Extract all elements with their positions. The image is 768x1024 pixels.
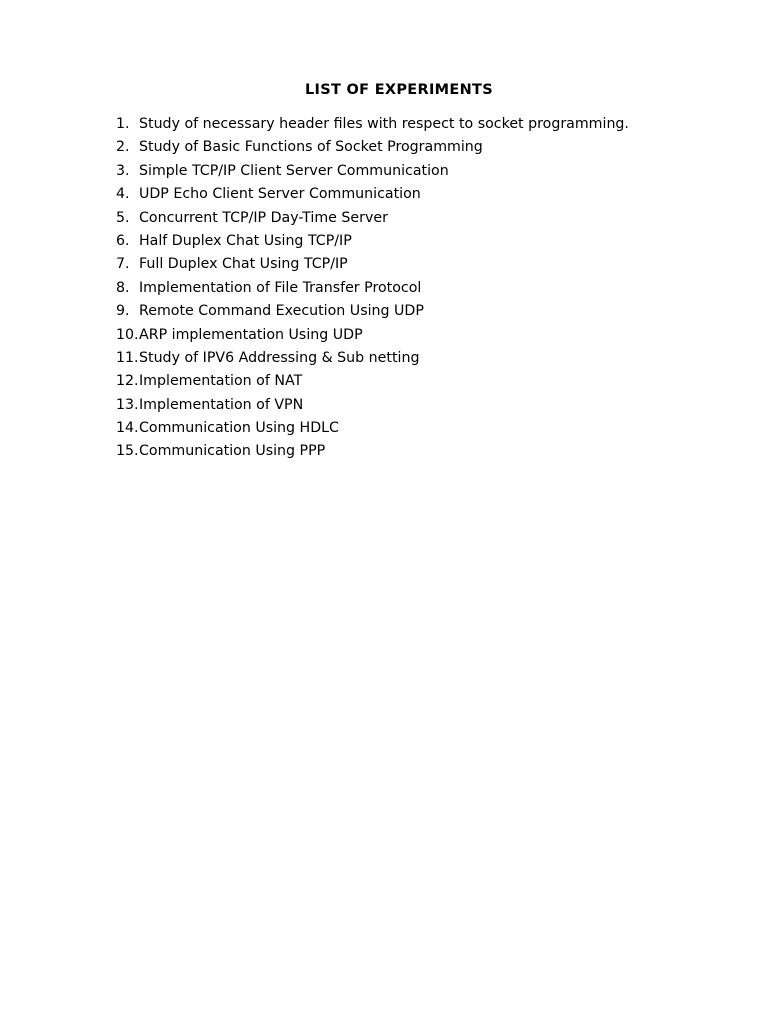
list-item-number: 5. [116,209,130,226]
list-item-number: 2. [116,139,130,156]
list-item-number: 11. [116,349,139,366]
list-item-number: 10. [116,326,139,343]
list-item-text: Half Duplex Chat Using TCP/IP [139,232,352,249]
list-item-number: 9. [116,303,130,320]
list-item-number: 3. [116,162,130,179]
list-item-text: Implementation of VPN [139,396,304,413]
list-item-text: Concurrent TCP/IP Day-Time Server [139,209,388,226]
list-item-text: ARP implementation Using UDP [139,326,363,343]
list-item [116,370,629,393]
list-item-text: Study of necessary header files with respect to socket programming. [139,116,629,132]
list-item [116,277,629,300]
list-item-number: 8. [116,279,130,296]
list-item [116,136,629,159]
list-item-text: Study of Basic Functions of Socket Programming [139,139,483,156]
list-item-number: 4. [116,186,130,203]
list-item-text: Simple TCP/IP Client Server Communication [139,162,449,179]
list-item [116,347,629,370]
list-item [116,230,629,253]
list-item-number: 1. [116,116,130,132]
list-item [116,207,629,230]
list-item-text: Implementation of File Transfer Protocol [139,279,422,296]
experiment-list [116,113,629,464]
list-item [116,440,629,463]
list-item-text: UDP Echo Client Server Communication [139,186,421,203]
list-item-text: Communication Using PPP [139,443,326,460]
list-item [116,113,629,136]
list-item [116,253,629,276]
list-item [116,183,629,206]
list-item-text: Communication Using HDLC [139,420,339,437]
list-item-text: Full Duplex Chat Using TCP/IP [139,256,348,273]
list-item-number: 15. [116,443,139,460]
list-item-number: 6. [116,232,130,249]
list-item-text: Study of IPV6 Addressing & Sub netting [139,349,420,366]
list-item [116,300,629,323]
list-item-number: 12. [116,373,139,390]
list-item-text: Remote Command Execution Using UDP [139,303,424,320]
list-item-number: 14. [116,420,139,437]
list-item [116,160,629,183]
list-item [116,394,629,417]
page-title: LIST OF EXPERIMENTS [305,82,493,98]
list-item-number: 7. [116,256,130,273]
list-item [116,417,629,440]
list-item [116,324,629,347]
list-item-text: Implementation of NAT [139,373,303,390]
list-item-number: 13. [116,396,139,413]
